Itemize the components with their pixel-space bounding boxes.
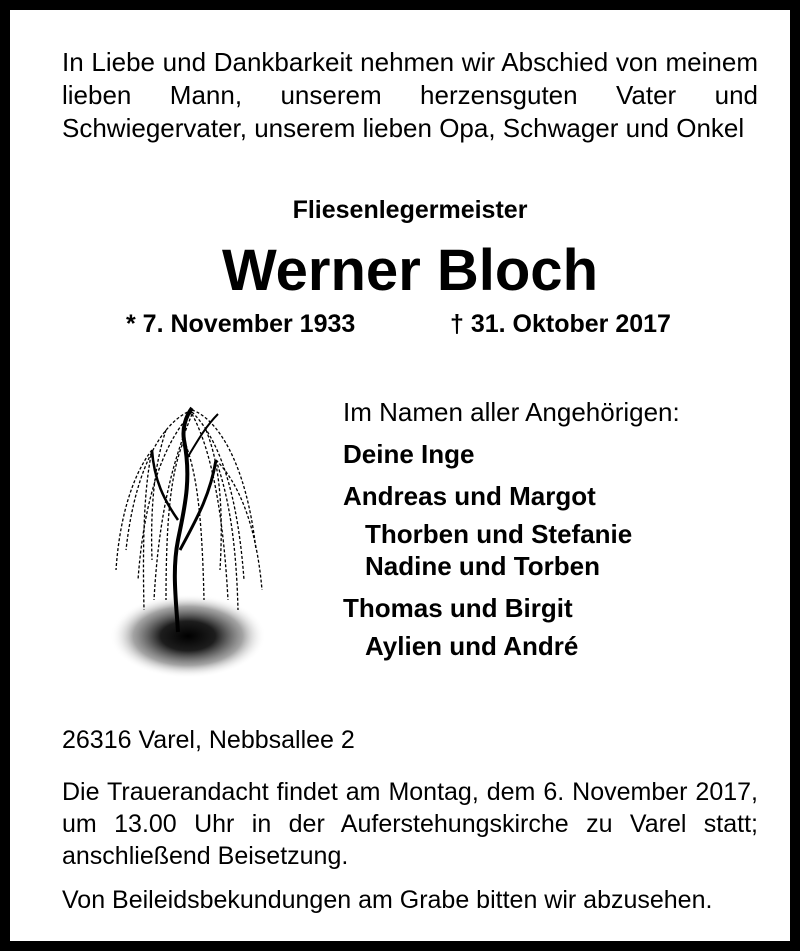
family-grandchild: Aylien und André [365, 631, 579, 661]
intro-text: In Liebe und Dankbarkeit nehmen wir Abschied von meinem lieben Mann, unserem herzensguten Vater und Schwiegervater, unserem lieben Opa, Schwager und Onkel [62, 47, 758, 143]
occupation: Fliesenlegermeister [292, 196, 528, 224]
family-list [343, 396, 773, 662]
address: 26316 Varel, Nebbsallee 2 [62, 726, 355, 754]
family-child: Thomas und Birgit [343, 593, 573, 623]
deceased-name: Werner Bloch [221, 238, 598, 303]
birth-date: * 7. November 1933 [126, 310, 356, 338]
death-date: † 31. Oktober 2017 [450, 310, 671, 338]
family-grandchild: Nadine und Torben [365, 551, 600, 581]
family-grandchild: Thorben und Stefanie [365, 519, 633, 549]
weeping-willow-icon [106, 400, 276, 680]
service-info: Die Trauerandacht findet am Montag, dem 6. November 2017, um 13.00 Uhr in der Auferstehungskirche zu Varel statt; anschließend Beisetzung. [62, 778, 758, 870]
closing-note: Von Beileidsbekundungen am Grabe bitten wir abzusehen. [62, 886, 713, 914]
family-spouse: Deine Inge [343, 439, 475, 469]
family-child: Andreas und Margot [343, 481, 596, 511]
family-intro: Im Namen aller Angehörigen: [343, 397, 680, 427]
